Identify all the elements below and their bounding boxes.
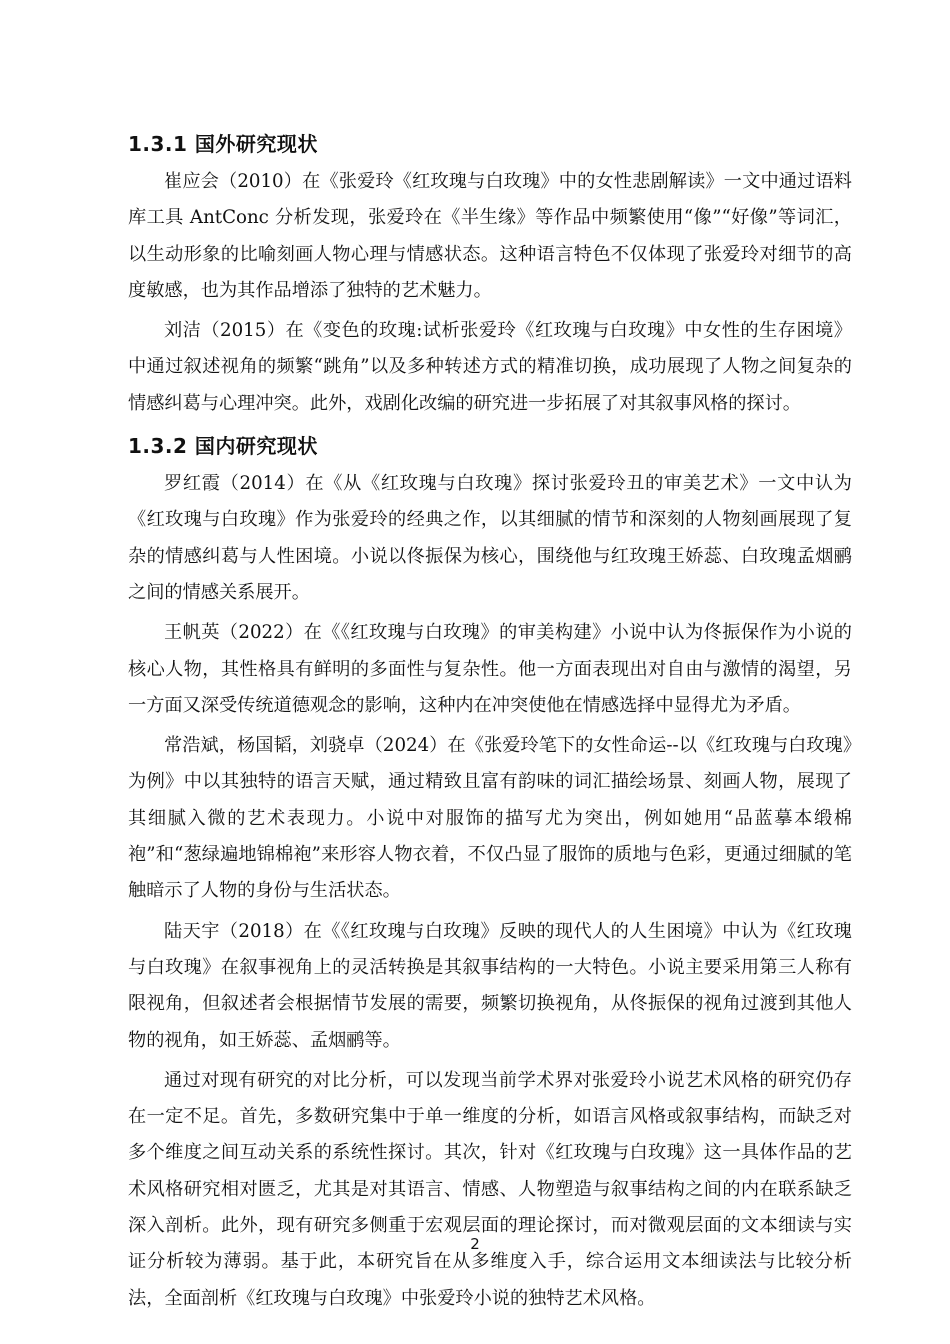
paragraph: 王帆英（2022）在《《红玫瑰与白玫瑰》的审美构建》小说中认为佟振保作为小说的核心人物，其性格具有鲜明的多面性与复杂性。他一方面表现出对自由与激情的渴望，另一方面又深受传统道德观念的影响，这种内在冲突使他在情感选择中显得尤为矛盾。 [128, 622, 852, 716]
paragraph: 陆天宇（2018）在《《红玫瑰与白玫瑰》反映的现代人的人生困境》中认为《红玫瑰与白玫瑰》在叙事视角上的灵活转换是其叙事结构的一大特色。小说主要采用第三人称有限视角，但叙述者会根据情节发展的需要，频繁切换视角，从佟振保的视角过渡到其他人物的视角，如王娇蕊、孟烟鹂等。 [128, 920, 852, 1051]
page-number: 2 [470, 1235, 480, 1253]
section-heading-domestic-research: 1.3.2 国内研究现状 [128, 434, 318, 459]
paragraph: 崔应会（2010）在《张爱玲《红玫瑰与白玫瑰》中的女性悲剧解读》一文中通过语料库工具 AntConc 分析发现，张爱玲在《半生缘》等作品中频繁使用“像”“好像”等词汇，以生动形象的比喻刻画人物心理与情感状态。这种语言特色不仅体现了张爱玲对细节的高度敏感，也为其作品增添了独特的艺术魅力。 [128, 171, 852, 301]
paragraph: 常浩斌，杨国韬，刘骁卓（2024）在《张爱玲笔下的女性命运--以《红玫瑰与白玫瑰》为例》中以其独特的语言天赋，通过精致且富有韵味的词汇描绘场景、刻画人物，展现了其细腻入微的艺术表现力。小说中对服饰的描写尤为突出，例如她用“品蓝摹本缎棉袍”和“葱绿遍地锦棉袍”来形容人物衣着，不仅凸显了服饰的质地与色彩，更通过细腻的笔触暗示了人物的身份与生活状态。 [128, 735, 852, 902]
page-body [128, 124, 852, 1321]
paragraph: 罗红霞（2014）在《从《红玫瑰与白玫瑰》探讨张爱玲丑的审美艺术》一文中认为《红玫瑰与白玫瑰》作为张爱玲的经典之作，以其细腻的情节和深刻的人物刻画展现了复杂的情感纠葛与人性困境。小说以佟振保为核心，围绕他与红玫瑰王娇蕊、白玫瑰孟烟鹂之间的情感关系展开。 [128, 473, 852, 603]
paragraph: 通过对现有研究的对比分析，可以发现当前学术界对张爱玲小说艺术风格的研究仍存在一定不足。首先，多数研究集中于单一维度的分析，如语言风格或叙事结构，而缺乏对多个维度之间互动关系的系统性探讨。其次，针对《红玫瑰与白玫瑰》这一具体作品的艺术风格研究相对匮乏，尤其是对其语言、情感、人物塑造与叙事结构之间的内在联系缺乏深入剖析。此外，现有研究多侧重于宏观层面的理论探讨，而对微观层面的文本细读与实证分析较为薄弱。基于此，本研究旨在从多维度入手，综合运用文本细读法与比较分析法，全面剖析《红玫瑰与白玫瑰》中张爱玲小说的独特艺术风格。 [128, 1069, 852, 1309]
section-heading-foreign-research: 1.3.1 国外研究现状 [128, 132, 318, 156]
paragraph: 刘洁（2015）在《变色的玫瑰:试析张爱玲《红玫瑰与白玫瑰》中女性的生存困境》中通过叙述视角的频繁“跳角”以及多种转述方式的精准切换，成功展现了人物之间复杂的情感纠葛与心理冲突。此外，戏剧化改编的研究进一步拓展了对其叙事风格的探讨。 [128, 320, 852, 414]
